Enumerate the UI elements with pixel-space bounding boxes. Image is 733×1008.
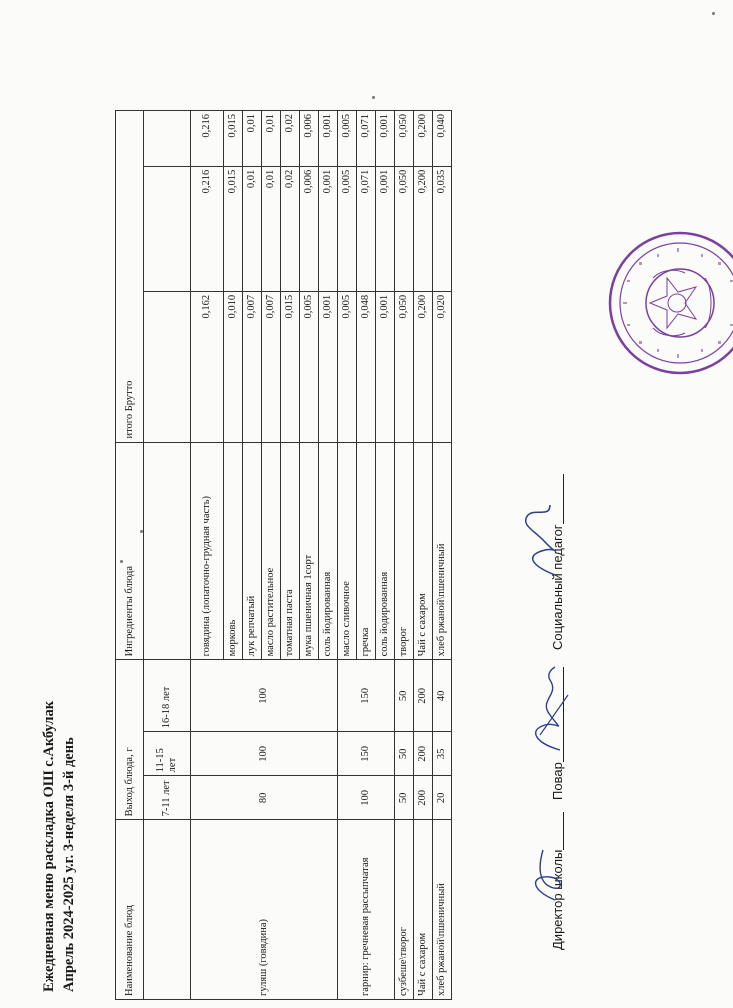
age-7-11: 7-11 лет — [144, 776, 191, 820]
director-label: Директор школы — [550, 850, 565, 950]
yield-age1: 50 — [395, 776, 414, 820]
school-stamp — [605, 228, 733, 378]
dish-name: Чай с сахаром — [414, 820, 433, 1000]
ingredient-name: морковь — [224, 442, 243, 660]
gross-age3: 0,02 — [281, 111, 300, 167]
social-signature — [510, 500, 570, 580]
ingredient-name: хлеб ржаной\пшеничный — [433, 442, 452, 660]
ingredient-name: масло растительное — [262, 442, 281, 660]
gross-age1: 0,007 — [262, 291, 281, 442]
ingredient-name: творог — [395, 442, 414, 660]
gross-age1: 0,005 — [300, 291, 319, 442]
ingredient-name: соль йодированная — [319, 442, 338, 660]
header-dish-name: Наименование блюд — [116, 820, 144, 1000]
gross-age2: 0,050 — [395, 166, 414, 291]
yield-age2: 100 — [191, 732, 338, 776]
director-signature — [525, 845, 570, 905]
rotated-document — [40, 0, 700, 1000]
header-yield: Выход блюда, г — [116, 660, 144, 820]
gross-age3: 0,050 — [395, 111, 414, 167]
yield-age3: 200 — [414, 660, 433, 732]
blank-cell — [144, 820, 191, 1000]
gross-age1: 0,001 — [376, 291, 395, 442]
ingredient-name: соль йодированная — [376, 442, 395, 660]
ingredient-name: масло сливочное — [338, 442, 357, 660]
dish-name: хлеб ржаной\пшеничный — [433, 820, 452, 1000]
director-underline — [550, 812, 564, 850]
gross-age2: 0,01 — [243, 166, 262, 291]
gross-age2: 0,200 — [414, 166, 433, 291]
gross-age3: 0,005 — [338, 111, 357, 167]
scan-speck — [712, 12, 715, 15]
yield-age3: 100 — [191, 660, 338, 732]
yield-age1: 20 — [433, 776, 452, 820]
gross-age1: 0,020 — [433, 291, 452, 442]
gross-age2: 0,071 — [357, 166, 376, 291]
yield-age2: 200 — [414, 732, 433, 776]
dish-name: гуляш (говядина) — [191, 820, 338, 1000]
gross-age2: 0,005 — [338, 166, 357, 291]
gross-age3: 0,216 — [191, 111, 224, 167]
gross-age2: 0,006 — [300, 166, 319, 291]
yield-age2: 35 — [433, 732, 452, 776]
gross-age2: 0,02 — [281, 166, 300, 291]
yield-age1: 80 — [191, 776, 338, 820]
header-title: Ежедневная меню раскладка ОШ с.Акбулак — [41, 700, 57, 992]
social-pedagogue-label: Социальный педагог — [550, 524, 565, 650]
gross-age1: 0,200 — [414, 291, 433, 442]
scan-speck — [140, 530, 143, 533]
dish-name: гарнир: гречневая рассыпчатая — [338, 820, 395, 1000]
gross-age1: 0,015 — [281, 291, 300, 442]
gross-age2: 0,001 — [319, 166, 338, 291]
gross-age3: 0,071 — [357, 111, 376, 167]
yield-age2: 50 — [395, 732, 414, 776]
gross-age1: 0,010 — [224, 291, 243, 442]
ingredient-name: мука пшеничная 1сорт — [300, 442, 319, 660]
ingredient-name: гречка — [357, 442, 376, 660]
header-subtitle: Апрель 2024-2025 у.г. 3-неделя 3-й день — [61, 737, 77, 992]
gross-age2: 0,015 — [224, 166, 243, 291]
yield-age3: 150 — [338, 660, 395, 732]
age-16-18: 16-18 лет — [144, 660, 191, 732]
yield-age1: 100 — [338, 776, 395, 820]
scan-speck — [372, 96, 375, 99]
blank-cell — [144, 166, 191, 291]
yield-age2: 150 — [338, 732, 395, 776]
menu-table — [115, 110, 452, 1000]
gross-age2: 0,01 — [262, 166, 281, 291]
document-header — [40, 701, 78, 992]
dish-name: сузбеше\творог — [395, 820, 414, 1000]
ingredient-name: говядина (лопаточно-грудная часть) — [191, 442, 224, 660]
gross-age3: 0,200 — [414, 111, 433, 167]
gross-age3: 0,006 — [300, 111, 319, 167]
ingredient-name: лук репчатый — [243, 442, 262, 660]
blank-cell — [144, 291, 191, 442]
ingredient-name: томатная паста — [281, 442, 300, 660]
gross-age2: 0,216 — [191, 166, 224, 291]
cook-label: Повар — [550, 762, 565, 800]
ingredient-name: Чай с сахаром — [414, 442, 433, 660]
gross-age1: 0,050 — [395, 291, 414, 442]
gross-age3: 0,01 — [262, 111, 281, 167]
blank-cell — [144, 442, 191, 660]
gross-age3: 0,040 — [433, 111, 452, 167]
cook-signature — [520, 665, 575, 755]
header-total-gross: итого Брутто — [116, 111, 144, 443]
gross-age1: 0,001 — [319, 291, 338, 442]
gross-age1: 0,007 — [243, 291, 262, 442]
yield-age3: 50 — [395, 660, 414, 732]
yield-age1: 200 — [414, 776, 433, 820]
gross-age3: 0,01 — [243, 111, 262, 167]
header-ingredients: Ингредиенты блюда — [116, 442, 144, 660]
gross-age1: 0,048 — [357, 291, 376, 442]
yield-age3: 40 — [433, 660, 452, 732]
gross-age3: 0,015 — [224, 111, 243, 167]
gross-age1: 0,162 — [191, 291, 224, 442]
age-11-15: 11-15 лет — [144, 732, 191, 776]
gross-age3: 0,001 — [319, 111, 338, 167]
gross-age1: 0,005 — [338, 291, 357, 442]
scan-speck — [120, 560, 123, 563]
gross-age2: 0,035 — [433, 166, 452, 291]
gross-age2: 0,001 — [376, 166, 395, 291]
gross-age3: 0,001 — [376, 111, 395, 167]
blank-cell — [144, 111, 191, 167]
